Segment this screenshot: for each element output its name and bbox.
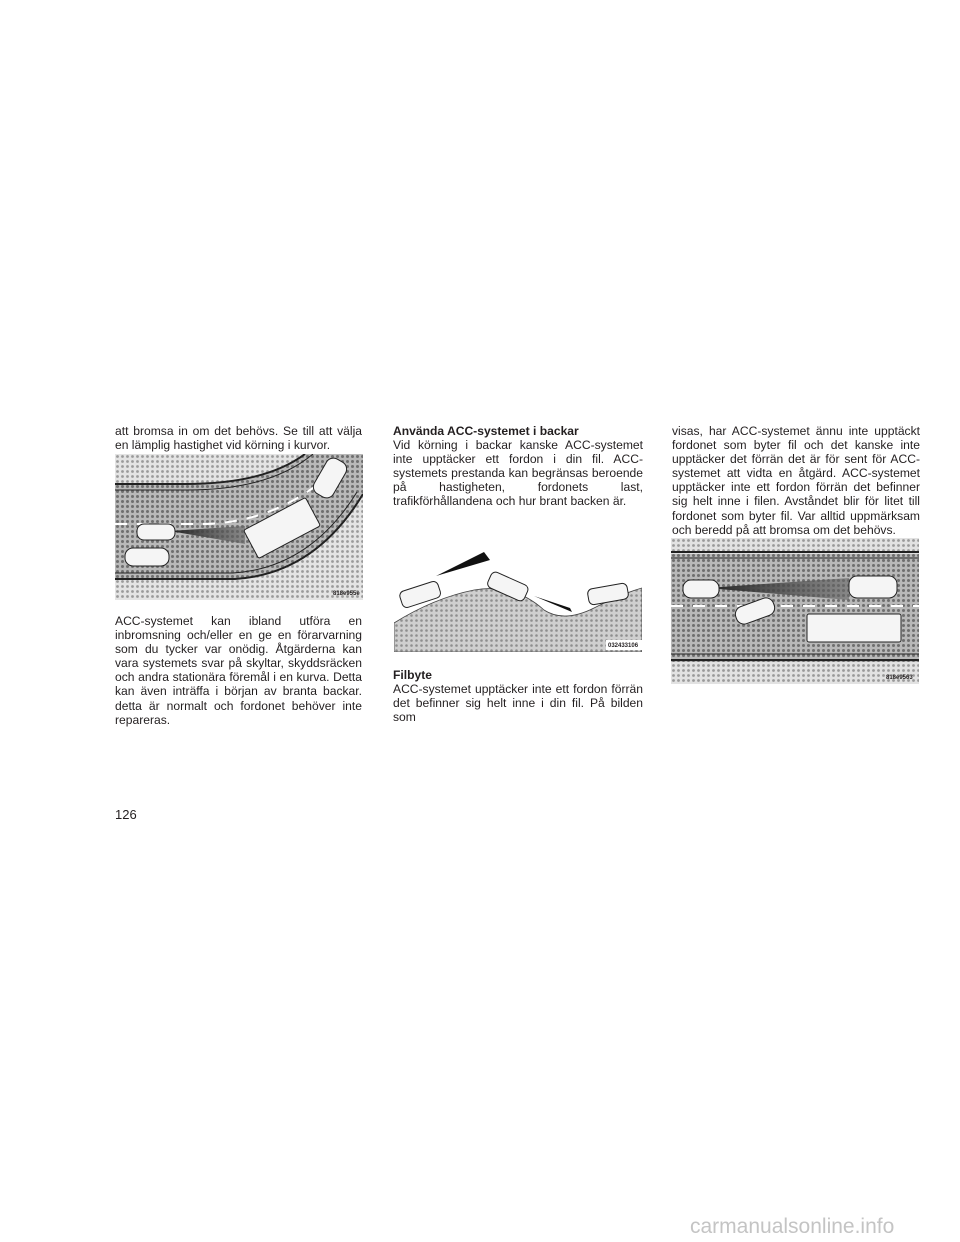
text-column-1-lower <box>115 614 362 727</box>
paragraph: ACC-systemet kan ibland utföra en inbromsning och/eller en ge en förarvarning som du tycker var onödig. Åtgärderna kan vara systemets svar på skyltar, skyddsräcken och andra stationära föremål i en kurva. Detta kan även inträffa i början av branta backar. detta är normalt och fordonet behöver inte repareras. <box>115 614 362 727</box>
section-heading: Använda ACC-systemet i backar <box>393 424 579 438</box>
paragraph: visas, har ACC-systemet ännu inte upptäckt fordonet som byter fil och det kanske inte upptäcker det förrän det är för sent för ACC-systemet att vidta en åtgärd. ACC-systemet upptäcker inte ett fordon förrän det befinner sig helt inne i filen. Avståndet blir för litet till fordonet som byter fil. Var alltid uppmärksam och beredd på att bromsa om det behövs. <box>672 424 920 537</box>
paragraph: ACC-systemet upptäcker inte ett fordon förrän det befinner sig helt inne i din fil. På bilden som <box>393 682 643 725</box>
watermark: carmanualsonline.info <box>690 1215 895 1238</box>
text-column-2-lower <box>393 668 643 724</box>
figure-code: 818e9563 <box>886 675 913 681</box>
figure-code: 032433106 <box>608 643 639 649</box>
text-column-3 <box>672 424 920 537</box>
text-column-2 <box>393 424 643 509</box>
figure-hills <box>394 548 642 652</box>
section-heading: Filbyte <box>393 668 432 682</box>
text-column-1 <box>115 424 362 452</box>
paragraph: Vid körning i backar kanske ACC-systemet inte upptäcker ett fordon i din fil. ACC-systemets prestanda kan begränsas beroende på hastigheten, fordonets last, trafikförhållandena och hur brant backen är. <box>393 438 643 509</box>
figure-lane-change <box>671 538 919 684</box>
figure-code: 818e955e <box>333 591 360 597</box>
page-number: 126 <box>115 807 137 822</box>
paragraph: att bromsa in om det behövs. Se till att välja en lämplig hastighet vid körning i kurvor. <box>115 424 362 453</box>
figure-curve-road <box>115 454 363 600</box>
